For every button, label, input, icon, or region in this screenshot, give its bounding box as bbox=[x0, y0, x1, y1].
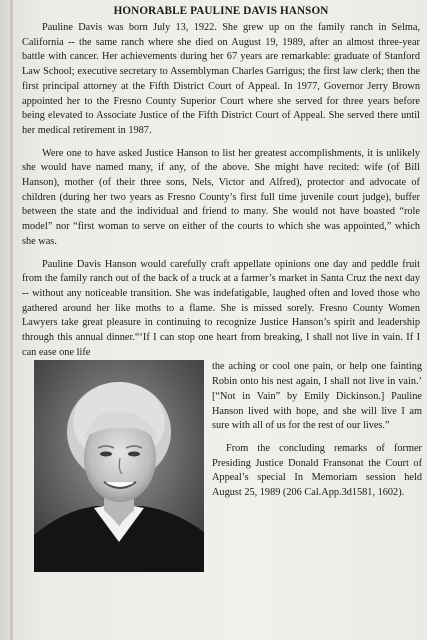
quote-continuation: the aching or cool one pain, or help one fainting Robin onto his nest again, I shall not live in vain.’ [“Not in Vain” by Emily Dickinson.] Pauline Hanson lived with hope, and she will live I am sure with all of us for the rest of our lives.” bbox=[212, 361, 422, 432]
quote-attribution: From the concluding remarks of former Presiding Justice Donald Fransonat the Court of Appeal’s special In Memoriam session held August 25, 1989 (206 Cal.App.3d1581, 1602). bbox=[212, 442, 422, 499]
document-page bbox=[22, 4, 420, 636]
portrait-photo bbox=[34, 360, 204, 572]
paragraph-biography: Pauline Davis was born July 13, 1922. She grew up on the family ranch in Selma, California -- the same ranch where she died on August 19, 1989, after an almost three-year battle with cancer. Her achievements during her 67 years are remarkable: graduate of Stanford Law School; executive secretary to Assemblyman Charles Garrigus; the first law clerk; then the first principal attorney at the Fifth District Court of Appeal. In 1977, Governor Jerry Brown appointed her to the Fresno County Superior Court where she served for three years before being elevated to Associate Justice of the Fifth District Court of Appeal. She served there until her medical retirement in 1987. bbox=[22, 22, 420, 136]
page-edge bbox=[10, 0, 13, 640]
quote-column bbox=[212, 360, 422, 500]
page-title: HONORABLE PAULINE DAVIS HANSON bbox=[113, 5, 329, 17]
photo-and-quote bbox=[22, 360, 420, 580]
paragraph-accomplishments: Were one to have asked Justice Hanson to list her greatest accomplishments, it is unlikely she would have named many, if any, of the above. She might have recited: wife (of Bill Hanson), mother (of their three sons, Nels, Victor and Alfred), protector and advocate of children (during her two years as Fresno County’s first full time juvenile court judge), buffer between the state and the individual and friend to many. She would not have boasted “role model” nor “first woman to serve on either of the courts to which she was appointed,” which she was. bbox=[22, 147, 420, 247]
portrait-illustration bbox=[34, 360, 204, 572]
paragraph-legacy: Pauline Davis Hanson would carefully craft appellate opinions one day and peddle fruit from the family ranch out of the back of a truck at a farmer’s market in Santa Cruz the next day -- without any noticeable transition. She was indefatigable, laughed often and loved those who gathered around her like moths to a flame. She is missed sorely. Fresno County Women Lawyers take great pleasure in continuing to recognize Justice Hanson’s spirit and leadership through this annual dinner.“‘If I can stop one heart from breaking, I shall not live in vain. If I can ease one life bbox=[22, 258, 420, 358]
